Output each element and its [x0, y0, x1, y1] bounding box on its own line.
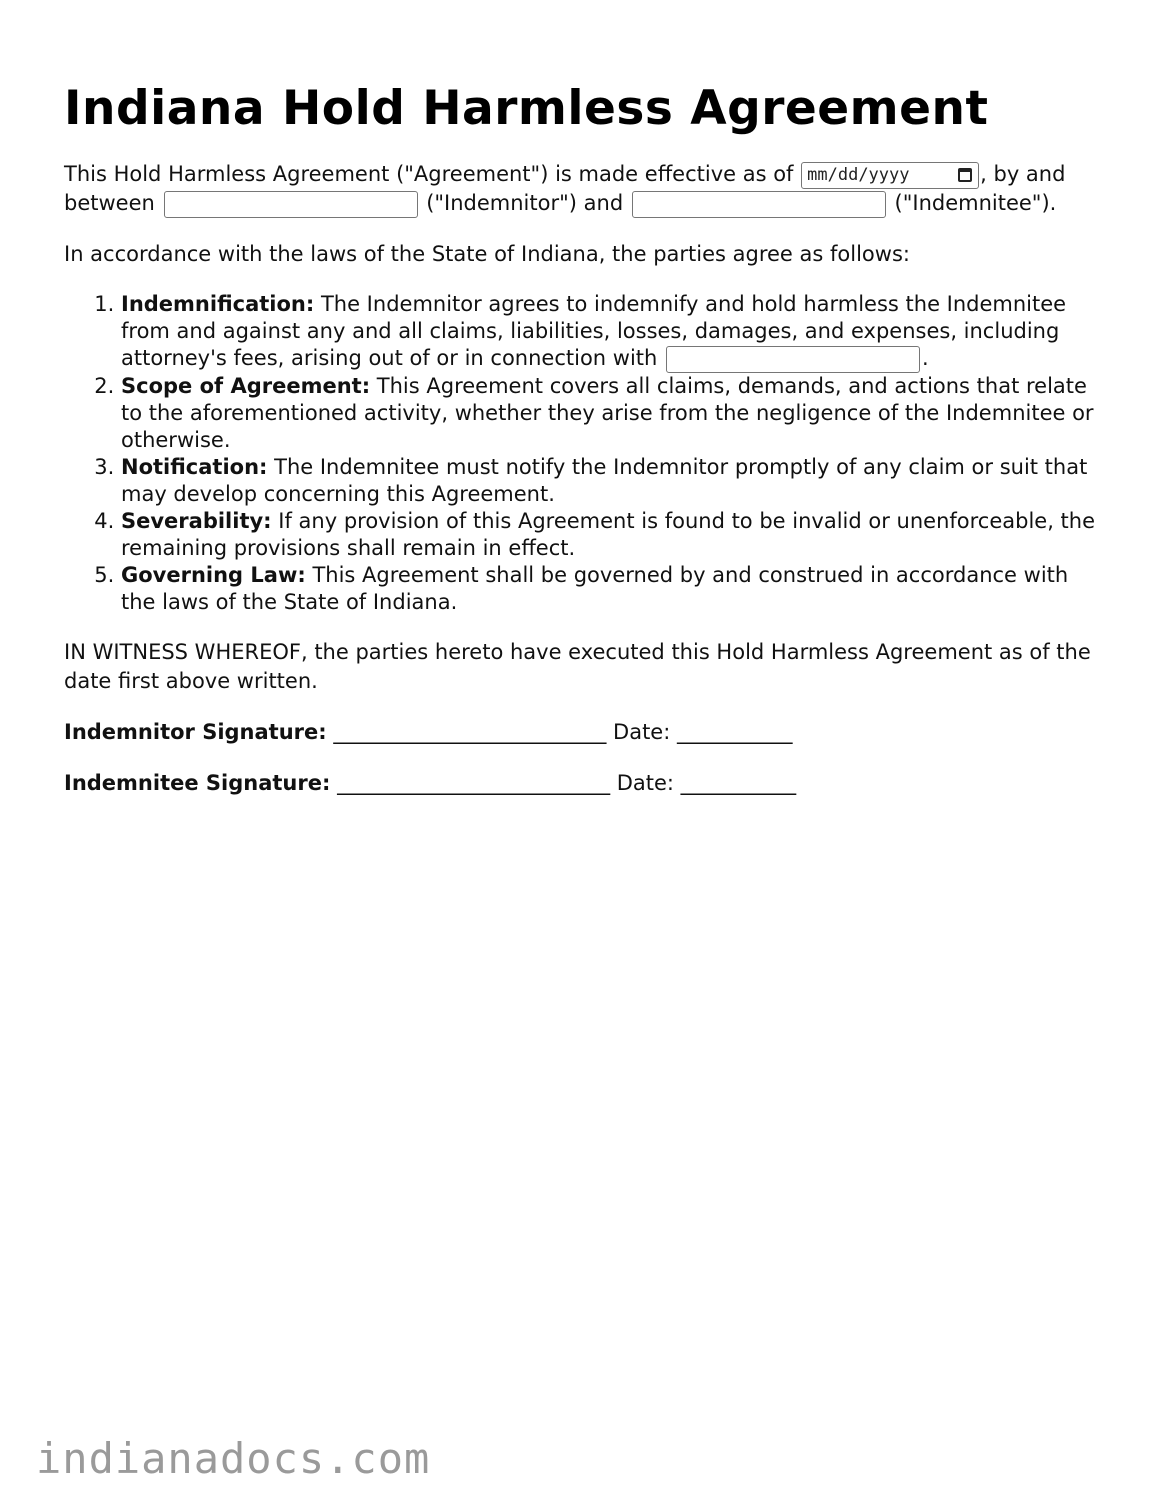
clause-text: If any provision of this Agreement is found to be invalid or unenforceable, the remaining provisions shall remain in effect. [121, 508, 1096, 560]
clause-heading: Governing Law: [121, 562, 306, 587]
clause-text-end: . [922, 346, 929, 370]
indemnitee-name-input[interactable] [632, 191, 886, 218]
indemnitor-signature-label: Indemnitor Signature: [64, 719, 327, 744]
clause-item [121, 373, 1104, 454]
intro-paragraph [64, 160, 1104, 218]
document-page [64, 78, 1104, 820]
indemnitee-signature-blank: __________________________ Date: ___________ [337, 770, 797, 795]
date-placeholder: mm/dd/yyyy [807, 164, 910, 185]
effective-date-input[interactable] [801, 162, 979, 189]
clause-heading: Scope of Agreement: [121, 373, 371, 398]
intro-text-4: ("Indemnitee"). [894, 191, 1057, 215]
clause-text: The Indemnitor agrees to indemnify and hold harmless the Indemnitee from and against any and all claims, liabilities, losses, damages, and expenses, including attorney's fees, arising out of or in connection with [121, 292, 1067, 370]
intro-text-1: This Hold Harmless Agreement ("Agreement") is made effective as of [64, 162, 794, 186]
page-title: Indiana Hold Harmless Agreement [64, 81, 989, 136]
clause-heading: Indemnification: [121, 292, 315, 316]
clause-text: This Agreement covers all claims, demands, and actions that relate to the aforementioned activity, whether they arise from the negligence of the Indemnitee or otherwise. [121, 373, 1094, 452]
activity-input[interactable] [666, 346, 920, 373]
indemnitee-signature-label: Indemnitee Signature: [64, 770, 331, 795]
indemnitor-name-input[interactable] [164, 191, 418, 218]
accordance-paragraph: In accordance with the laws of the State of Indiana, the parties agree as follows: [64, 242, 910, 266]
indemnitee-signature-line [64, 769, 1104, 798]
witness-paragraph: IN WITNESS WHEREOF, the parties hereto have executed this Hold Harmless Agreement as of the date first above written. [64, 639, 1091, 693]
clause-item [121, 454, 1104, 508]
intro-text-3: ("Indemnitor") and [426, 191, 624, 215]
watermark: indianadocs.com [36, 1434, 431, 1483]
intro-text-2: , by and between [64, 162, 1066, 215]
clause-item [121, 508, 1104, 562]
indemnitor-signature-line [64, 718, 1104, 747]
clause-item [121, 291, 1104, 373]
clause-list [64, 291, 1104, 616]
clause-heading: Severability: [121, 508, 272, 533]
calendar-icon[interactable] [958, 168, 972, 182]
clause-item [121, 562, 1104, 616]
clause-text: This Agreement shall be governed by and construed in accordance with the laws of the State of Indiana. [121, 562, 1069, 614]
indemnitor-signature-blank: __________________________ Date: ___________ [333, 719, 793, 744]
clause-text: The Indemnitee must notify the Indemnitor promptly of any claim or suit that may develop concerning this Agreement. [121, 454, 1088, 506]
clause-heading: Notification: [121, 454, 268, 479]
